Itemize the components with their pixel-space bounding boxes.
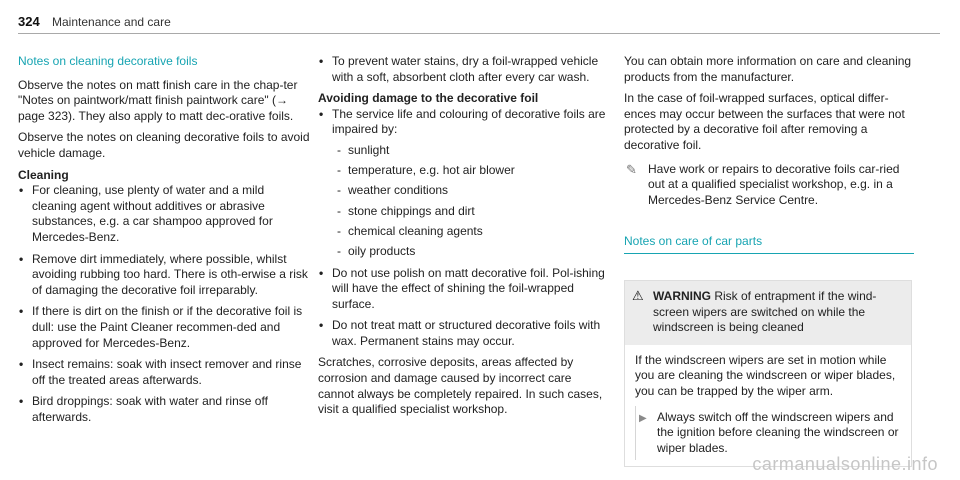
note-icon: ✎ bbox=[626, 161, 637, 177]
sub-list-item: - weather conditions bbox=[332, 183, 610, 199]
sub-list-item: - temperature, e.g. hot air blower bbox=[332, 163, 610, 179]
bullet-list bbox=[318, 107, 610, 350]
list-item-text: The service life and colouring of decorative foils are impaired by: bbox=[332, 106, 606, 137]
warning-header bbox=[625, 281, 911, 345]
column-2 bbox=[318, 54, 610, 424]
note bbox=[624, 162, 914, 209]
column-3 bbox=[624, 54, 914, 467]
list-item bbox=[318, 107, 610, 260]
warning-label: WARNING bbox=[653, 288, 711, 303]
warning-body bbox=[625, 345, 911, 467]
sub-list-item: - stone chippings and dirt bbox=[332, 204, 610, 220]
sub-list bbox=[332, 143, 610, 260]
action-arrow-icon: ▶ bbox=[639, 412, 647, 424]
sub-list-item: - sunlight bbox=[332, 143, 610, 159]
watermark: carmanualsonline.info bbox=[752, 454, 938, 474]
paragraph: Observe the notes on matt finish care in the chap-ter "Notes on paintwork/matt finish paintwork care" (→ page 323). They also apply to matt dec-orative foils. bbox=[18, 77, 298, 123]
paragraph: In the case of foil-wrapped surfaces, optical differ-ences may occur between the surfaces that were not protected by a decorative foil after removing a decorative foil. bbox=[624, 91, 905, 152]
section-title: Maintenance and care bbox=[52, 15, 171, 29]
list-item: • Bird droppings: soak with water and rinse off afterwards. bbox=[18, 394, 310, 425]
sub-list-item: - oily products bbox=[332, 244, 610, 260]
paragraph: You can obtain more information on care and cleaning products from the manufacturer. bbox=[624, 54, 912, 84]
bullet-list bbox=[18, 183, 310, 425]
list-item: • Do not treat matt or structured decorative foils with wax. Permanent stains may occur. bbox=[318, 318, 610, 349]
warning-box bbox=[624, 280, 912, 467]
list-item: • Do not use polish on matt decorative foil. Pol-ishing will have the effect of shining the foil-wrapped surface. bbox=[318, 266, 610, 313]
list-item: • If there is dirt on the finish or if the decorative foil is dull: use the Paint Cleaner recommen-ded and approved for Mercedes-Benz. bbox=[18, 304, 310, 351]
note-text: Have work or repairs to decorative foils car-ried out at a qualified specialist workshop, e.g. in a Mercedes-Benz Service Centre. bbox=[648, 161, 900, 207]
section-heading-car-parts: Notes on care of car parts bbox=[624, 234, 914, 254]
column-1 bbox=[18, 54, 310, 431]
list-item: • To prevent water stains, dry a foil-wrapped vehicle with a soft, absorbent cloth after every car wash. bbox=[318, 54, 610, 85]
warning-text: Risk of entrapment if the wind-screen wipers are switched on while the windscreen is being cleaned bbox=[653, 288, 877, 335]
warning-triangle-icon: ⚠ bbox=[632, 287, 644, 303]
subheading-avoiding-damage: Avoiding damage to the decorative foil bbox=[318, 91, 539, 106]
page-number: 324 bbox=[18, 14, 40, 29]
list-item: • Insect remains: soak with insect remover and rinse off the treated areas afterwards. bbox=[18, 357, 310, 388]
subheading-cleaning: Cleaning bbox=[18, 167, 69, 182]
paragraph: Scratches, corrosive deposits, areas affected by corrosion and damage caused by incorrect care cannot always be completely repaired. In such cases, visit a qualified specialist workshop. bbox=[318, 355, 603, 417]
list-item: • For cleaning, use plenty of water and a mild cleaning agent without additives or abrasive substances, e.g. a car shampoo approved for Mercedes-Benz. bbox=[18, 183, 310, 245]
sub-list-item: - chemical cleaning agents bbox=[332, 224, 610, 240]
section-heading-decorative-foils: Notes on cleaning decorative foils bbox=[18, 54, 198, 68]
action-step bbox=[635, 410, 901, 457]
list-item: • Remove dirt immediately, where possible, whilst avoiding rubbing too hard. There is oth-erwise a risk of damaging the decorative foil irreparably. bbox=[18, 252, 310, 299]
warning-paragraph: If the windscreen wipers are set in motion while you are cleaning the windscreen or wiper blades, you can be trapped by the wiper arm. bbox=[635, 352, 896, 398]
bullet-list bbox=[318, 54, 610, 85]
action-text: Always switch off the windscreen wipers and the ignition before cleaning the windscreen or wiper blades. bbox=[657, 409, 899, 455]
page-header bbox=[18, 14, 940, 38]
paragraph: Observe the notes on cleaning decorative foils to avoid vehicle damage. bbox=[18, 130, 310, 160]
header-rule bbox=[18, 33, 940, 34]
